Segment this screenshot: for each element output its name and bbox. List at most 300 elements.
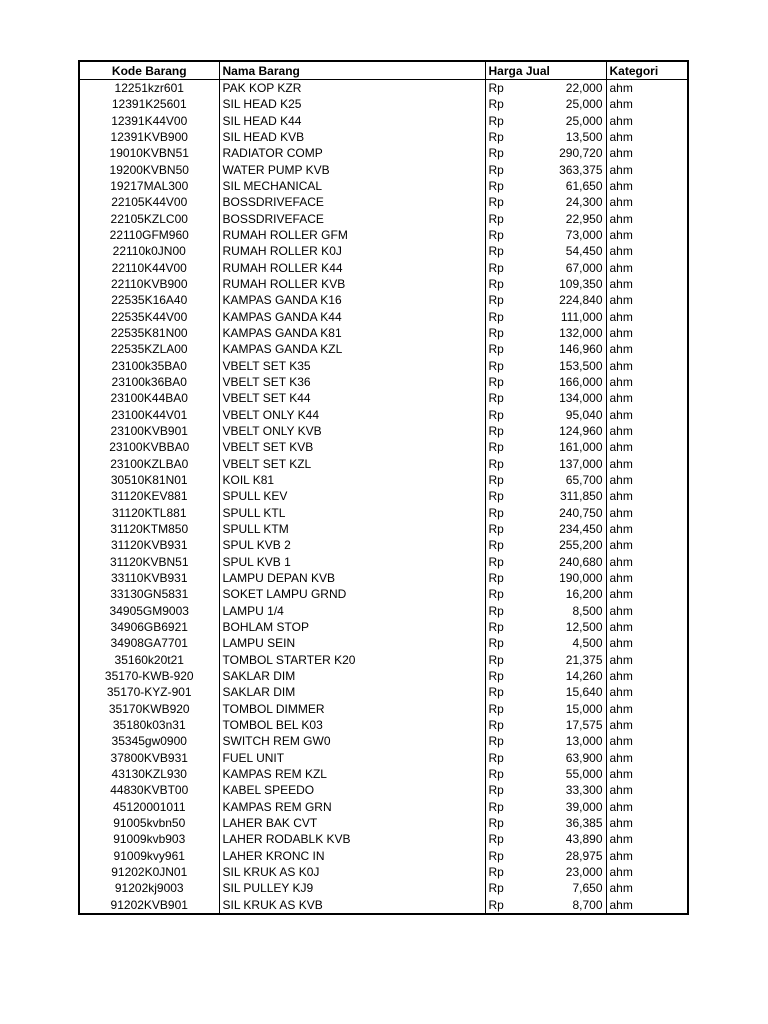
table-row [79, 243, 688, 259]
cell-nama-barang: SIL HEAD KVB [219, 129, 485, 145]
cell-harga-jual [485, 80, 606, 97]
currency-label: Rp [488, 162, 504, 177]
table-row [79, 537, 688, 553]
cell-kode-barang: 23100KVB901 [79, 423, 219, 439]
cell-kategori: ahm [606, 456, 688, 472]
cell-kategori: ahm [606, 162, 688, 178]
price-amount: 28,975 [565, 848, 603, 863]
price-amount: 8,700 [572, 897, 603, 912]
cell-kategori: ahm [606, 439, 688, 455]
cell-kategori: ahm [606, 407, 688, 423]
table-row [79, 880, 688, 896]
currency-label: Rp [488, 815, 504, 830]
currency-label: Rp [488, 701, 504, 716]
cell-kategori: ahm [606, 815, 688, 831]
cell-nama-barang: SIL PULLEY KJ9 [219, 880, 485, 896]
cell-kategori: ahm [606, 243, 688, 259]
currency-label: Rp [488, 179, 504, 194]
currency-label: Rp [488, 113, 504, 128]
cell-harga-jual [485, 456, 606, 472]
cell-harga-jual [485, 831, 606, 847]
cell-kategori: ahm [606, 309, 688, 325]
cell-nama-barang: SWITCH REM GW0 [219, 733, 485, 749]
table-row [79, 668, 688, 684]
table-row [79, 178, 688, 194]
cell-kategori: ahm [606, 276, 688, 292]
price-amount: 137,000 [559, 456, 603, 471]
price-amount: 67,000 [565, 260, 603, 275]
cell-kode-barang: 22535KZLA00 [79, 341, 219, 357]
cell-kode-barang: 35160k20t21 [79, 651, 219, 667]
cell-harga-jual [485, 880, 606, 896]
price-amount: 43,890 [565, 832, 603, 847]
cell-kategori: ahm [606, 472, 688, 488]
table-row [79, 554, 688, 570]
cell-nama-barang: RADIATOR COMP [219, 145, 485, 161]
currency-label: Rp [488, 97, 504, 112]
currency-label: Rp [488, 489, 504, 504]
cell-harga-jual [485, 162, 606, 178]
currency-label: Rp [488, 277, 504, 292]
table-row [79, 766, 688, 782]
price-amount: 290,720 [559, 146, 603, 161]
cell-kode-barang: 31120KTL881 [79, 505, 219, 521]
price-amount: 124,960 [559, 424, 603, 439]
cell-harga-jual [485, 668, 606, 684]
column-header-kategori: Kategori [606, 61, 688, 80]
cell-harga-jual [485, 782, 606, 798]
table-row [79, 260, 688, 276]
table-row [79, 129, 688, 145]
cell-harga-jual [485, 96, 606, 112]
table-row [79, 194, 688, 210]
cell-kategori: ahm [606, 831, 688, 847]
cell-harga-jual [485, 700, 606, 716]
price-amount: 36,385 [565, 815, 603, 830]
cell-kode-barang: 31120KTM850 [79, 521, 219, 537]
cell-kode-barang: 19217MAL300 [79, 178, 219, 194]
currency-label: Rp [488, 260, 504, 275]
currency-label: Rp [488, 505, 504, 520]
table-row [79, 570, 688, 586]
cell-nama-barang: BOSSDRIVEFACE [219, 194, 485, 210]
cell-kategori: ahm [606, 358, 688, 374]
cell-nama-barang: TOMBOL STARTER K20 [219, 651, 485, 667]
table-row [79, 227, 688, 243]
cell-harga-jual [485, 194, 606, 210]
cell-kode-barang: 31120KEV881 [79, 488, 219, 504]
cell-kategori: ahm [606, 880, 688, 896]
cell-kategori: ahm [606, 96, 688, 112]
table-row [79, 358, 688, 374]
currency-label: Rp [488, 130, 504, 145]
cell-harga-jual [485, 227, 606, 243]
currency-label: Rp [488, 897, 504, 912]
table-row [79, 521, 688, 537]
price-amount: 24,300 [565, 195, 603, 210]
cell-harga-jual [485, 521, 606, 537]
cell-harga-jual [485, 309, 606, 325]
cell-kode-barang: 23100K44V01 [79, 407, 219, 423]
cell-harga-jual [485, 864, 606, 880]
price-amount: 234,450 [559, 522, 603, 537]
table-row [79, 603, 688, 619]
cell-nama-barang: SPUL KVB 2 [219, 537, 485, 553]
cell-nama-barang: SIL MECHANICAL [219, 178, 485, 194]
cell-kategori: ahm [606, 700, 688, 716]
cell-nama-barang: TOMBOL BEL K03 [219, 717, 485, 733]
cell-harga-jual [485, 341, 606, 357]
cell-kategori: ahm [606, 113, 688, 129]
cell-harga-jual [485, 798, 606, 814]
table-row [79, 276, 688, 292]
currency-label: Rp [488, 832, 504, 847]
currency-label: Rp [488, 473, 504, 488]
currency-label: Rp [488, 603, 504, 618]
cell-kode-barang: 30510K81N01 [79, 472, 219, 488]
cell-kategori: ahm [606, 292, 688, 308]
price-amount: 22,950 [565, 211, 603, 226]
price-amount: 21,375 [565, 652, 603, 667]
table-row [79, 782, 688, 798]
cell-nama-barang: KAMPAS GANDA K44 [219, 309, 485, 325]
price-amount: 255,200 [559, 538, 603, 553]
cell-kategori: ahm [606, 603, 688, 619]
price-amount: 4,500 [572, 636, 603, 651]
cell-nama-barang: PAK KOP KZR [219, 80, 485, 97]
table-row [79, 456, 688, 472]
cell-harga-jual [485, 358, 606, 374]
price-amount: 54,450 [565, 244, 603, 259]
currency-label: Rp [488, 766, 504, 781]
cell-nama-barang: VBELT SET K44 [219, 390, 485, 406]
cell-kode-barang: 34905GM9003 [79, 603, 219, 619]
cell-nama-barang: BOSSDRIVEFACE [219, 211, 485, 227]
cell-nama-barang: SIL KRUK AS K0J [219, 864, 485, 880]
cell-kategori: ahm [606, 521, 688, 537]
price-amount: 13,500 [565, 130, 603, 145]
cell-kategori: ahm [606, 145, 688, 161]
currency-label: Rp [488, 195, 504, 210]
cell-kode-barang: 23100KZLBA0 [79, 456, 219, 472]
price-amount: 8,500 [572, 603, 603, 618]
currency-label: Rp [488, 864, 504, 879]
price-amount: 73,000 [565, 228, 603, 243]
table-row [79, 325, 688, 341]
table-row [79, 472, 688, 488]
cell-kategori: ahm [606, 260, 688, 276]
currency-label: Rp [488, 391, 504, 406]
cell-kategori: ahm [606, 325, 688, 341]
cell-harga-jual [485, 684, 606, 700]
price-amount: 132,000 [559, 326, 603, 341]
cell-nama-barang: LAMPU 1/4 [219, 603, 485, 619]
cell-harga-jual [485, 733, 606, 749]
cell-harga-jual [485, 505, 606, 521]
price-amount: 25,000 [565, 97, 603, 112]
cell-kategori: ahm [606, 782, 688, 798]
cell-kode-barang: 34906GB6921 [79, 619, 219, 635]
cell-kode-barang: 43130KZL930 [79, 766, 219, 782]
cell-harga-jual [485, 717, 606, 733]
cell-kode-barang: 35170-KWB-920 [79, 668, 219, 684]
cell-nama-barang: RUMAH ROLLER GFM [219, 227, 485, 243]
price-amount: 15,000 [565, 701, 603, 716]
cell-kategori: ahm [606, 374, 688, 390]
cell-kode-barang: 34908GA7701 [79, 635, 219, 651]
price-amount: 25,000 [565, 113, 603, 128]
cell-nama-barang: KAMPAS GANDA K81 [219, 325, 485, 341]
cell-kode-barang: 22110GFM960 [79, 227, 219, 243]
price-amount: 7,650 [572, 881, 603, 896]
price-amount: 16,200 [565, 587, 603, 602]
price-amount: 311,850 [560, 489, 603, 504]
cell-harga-jual [485, 847, 606, 863]
price-amount: 95,040 [565, 407, 603, 422]
cell-nama-barang: VBELT SET KZL [219, 456, 485, 472]
cell-nama-barang: KAMPAS REM GRN [219, 798, 485, 814]
cell-harga-jual [485, 325, 606, 341]
cell-harga-jual [485, 635, 606, 651]
currency-label: Rp [488, 652, 504, 667]
header-row [79, 61, 688, 80]
cell-nama-barang: SPULL KTL [219, 505, 485, 521]
cell-kategori: ahm [606, 619, 688, 635]
cell-kode-barang: 12391KVB900 [79, 129, 219, 145]
cell-kode-barang: 35170KWB920 [79, 700, 219, 716]
price-amount: 224,840 [559, 293, 603, 308]
cell-harga-jual [485, 439, 606, 455]
cell-kode-barang: 44830KVBT00 [79, 782, 219, 798]
price-amount: 166,000 [559, 375, 603, 390]
cell-nama-barang: LAHER RODABLK KVB [219, 831, 485, 847]
cell-kode-barang: 31120KVB931 [79, 537, 219, 553]
cell-harga-jual [485, 260, 606, 276]
cell-kode-barang: 23100KVBBA0 [79, 439, 219, 455]
cell-kategori: ahm [606, 423, 688, 439]
table-body [79, 80, 688, 914]
cell-kategori: ahm [606, 651, 688, 667]
cell-kode-barang: 22105KZLC00 [79, 211, 219, 227]
table-row [79, 211, 688, 227]
table-row [79, 798, 688, 814]
cell-kode-barang: 91009kvb903 [79, 831, 219, 847]
cell-nama-barang: KAMPAS GANDA K16 [219, 292, 485, 308]
cell-kode-barang: 22110K44V00 [79, 260, 219, 276]
cell-harga-jual [485, 488, 606, 504]
price-amount: 14,260 [565, 668, 603, 683]
cell-nama-barang: FUEL UNIT [219, 749, 485, 765]
cell-harga-jual [485, 896, 606, 913]
currency-label: Rp [488, 619, 504, 634]
table-row [79, 586, 688, 602]
cell-kode-barang: 23100k35BA0 [79, 358, 219, 374]
currency-label: Rp [488, 587, 504, 602]
cell-nama-barang: TOMBOL DIMMER [219, 700, 485, 716]
cell-nama-barang: SAKLAR DIM [219, 684, 485, 700]
cell-harga-jual [485, 603, 606, 619]
cell-nama-barang: RUMAH ROLLER K44 [219, 260, 485, 276]
price-amount: 17,575 [565, 717, 603, 732]
table-row [79, 407, 688, 423]
table-row [79, 815, 688, 831]
table-row [79, 635, 688, 651]
cell-kategori: ahm [606, 211, 688, 227]
cell-harga-jual [485, 815, 606, 831]
cell-kategori: ahm [606, 505, 688, 521]
currency-label: Rp [488, 81, 504, 96]
currency-label: Rp [488, 456, 504, 471]
cell-harga-jual [485, 766, 606, 782]
cell-kategori: ahm [606, 554, 688, 570]
price-amount: 12,500 [565, 619, 603, 634]
cell-harga-jual [485, 211, 606, 227]
cell-kategori: ahm [606, 194, 688, 210]
currency-label: Rp [488, 750, 504, 765]
cell-nama-barang: VBELT SET K36 [219, 374, 485, 390]
cell-kode-barang: 45120001011 [79, 798, 219, 814]
table-row [79, 717, 688, 733]
cell-harga-jual [485, 423, 606, 439]
table-row [79, 390, 688, 406]
cell-kode-barang: 91005kvbn50 [79, 815, 219, 831]
cell-kategori: ahm [606, 390, 688, 406]
cell-kategori: ahm [606, 537, 688, 553]
currency-label: Rp [488, 881, 504, 896]
cell-harga-jual [485, 145, 606, 161]
cell-kategori: ahm [606, 766, 688, 782]
cell-nama-barang: VBELT SET K35 [219, 358, 485, 374]
cell-kode-barang: 91202kj9003 [79, 880, 219, 896]
cell-nama-barang: SPUL KVB 1 [219, 554, 485, 570]
currency-label: Rp [488, 783, 504, 798]
cell-harga-jual [485, 407, 606, 423]
cell-nama-barang: SIL KRUK AS KVB [219, 896, 485, 913]
cell-kategori: ahm [606, 488, 688, 504]
cell-kode-barang: 22105K44V00 [79, 194, 219, 210]
cell-kategori: ahm [606, 129, 688, 145]
cell-kode-barang: 22535K16A40 [79, 292, 219, 308]
table-row [79, 619, 688, 635]
table-row [79, 864, 688, 880]
table-row [79, 292, 688, 308]
currency-label: Rp [488, 668, 504, 683]
cell-kode-barang: 12391K44V00 [79, 113, 219, 129]
column-header-nama-barang: Nama Barang [219, 61, 485, 80]
cell-harga-jual [485, 472, 606, 488]
cell-harga-jual [485, 749, 606, 765]
cell-kode-barang: 35170-KYZ-901 [79, 684, 219, 700]
cell-nama-barang: RUMAH ROLLER KVB [219, 276, 485, 292]
price-amount: 161,000 [559, 440, 603, 455]
price-amount: 109,350 [559, 277, 603, 292]
currency-label: Rp [488, 538, 504, 553]
currency-label: Rp [488, 358, 504, 373]
cell-kode-barang: 35180k03n31 [79, 717, 219, 733]
cell-kategori: ahm [606, 798, 688, 814]
cell-kode-barang: 37800KVB931 [79, 749, 219, 765]
cell-kategori: ahm [606, 864, 688, 880]
cell-harga-jual [485, 554, 606, 570]
table-header [79, 61, 688, 80]
cell-nama-barang: KOIL K81 [219, 472, 485, 488]
currency-label: Rp [488, 717, 504, 732]
price-amount: 13,000 [565, 734, 603, 749]
table-row [79, 651, 688, 667]
table-row [79, 896, 688, 913]
cell-kode-barang: 19010KVBN51 [79, 145, 219, 161]
cell-kategori: ahm [606, 684, 688, 700]
price-amount: 190,000 [559, 571, 603, 585]
cell-harga-jual [485, 276, 606, 292]
cell-nama-barang: SAKLAR DIM [219, 668, 485, 684]
currency-label: Rp [488, 571, 504, 585]
currency-label: Rp [488, 848, 504, 863]
price-amount: 61,650 [565, 179, 603, 194]
cell-nama-barang: RUMAH ROLLER K0J [219, 243, 485, 259]
cell-harga-jual [485, 570, 606, 586]
price-amount: 15,640 [565, 685, 603, 700]
price-amount: 33,300 [565, 783, 603, 798]
cell-kode-barang: 91009kvy961 [79, 847, 219, 863]
table-row [79, 423, 688, 439]
table-row [79, 162, 688, 178]
table-row [79, 96, 688, 112]
currency-label: Rp [488, 211, 504, 226]
cell-kode-barang: 22110k0JN00 [79, 243, 219, 259]
currency-label: Rp [488, 375, 504, 390]
price-list-table [78, 60, 689, 915]
table-row [79, 749, 688, 765]
cell-nama-barang: SIL HEAD K44 [219, 113, 485, 129]
cell-kategori: ahm [606, 227, 688, 243]
table-row [79, 439, 688, 455]
cell-harga-jual [485, 651, 606, 667]
table-row [79, 684, 688, 700]
cell-nama-barang: SPULL KEV [219, 488, 485, 504]
cell-kategori: ahm [606, 586, 688, 602]
cell-nama-barang: VBELT ONLY KVB [219, 423, 485, 439]
price-amount: 55,000 [565, 766, 603, 781]
currency-label: Rp [488, 522, 504, 537]
cell-kode-barang: 35345gw0900 [79, 733, 219, 749]
currency-label: Rp [488, 228, 504, 243]
cell-harga-jual [485, 537, 606, 553]
cell-kode-barang: 22535K44V00 [79, 309, 219, 325]
cell-harga-jual [485, 586, 606, 602]
table-row [79, 374, 688, 390]
cell-nama-barang: LAHER KRONC IN [219, 847, 485, 863]
table-row [79, 113, 688, 129]
cell-nama-barang: VBELT SET KVB [219, 439, 485, 455]
cell-kategori: ahm [606, 733, 688, 749]
table-row [79, 847, 688, 863]
currency-label: Rp [488, 293, 504, 308]
cell-nama-barang: SOKET LAMPU GRND [219, 586, 485, 602]
table-row [79, 341, 688, 357]
currency-label: Rp [488, 685, 504, 700]
price-amount: 363,375 [559, 162, 603, 177]
cell-kode-barang: 12251kzr601 [79, 80, 219, 97]
cell-harga-jual [485, 390, 606, 406]
price-amount: 153,500 [559, 358, 603, 373]
cell-nama-barang: SIL HEAD K25 [219, 96, 485, 112]
currency-label: Rp [488, 342, 504, 357]
cell-kode-barang: 22535K81N00 [79, 325, 219, 341]
cell-kategori: ahm [606, 717, 688, 733]
cell-kategori: ahm [606, 668, 688, 684]
cell-kategori: ahm [606, 635, 688, 651]
